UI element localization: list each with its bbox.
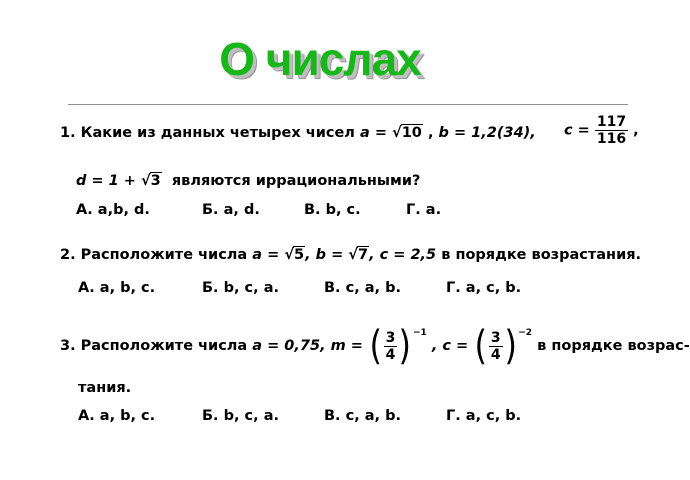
q2-b-sqrt-sign: √ xyxy=(348,247,358,263)
q1-lead: 1. Какие из данных четырех чисел xyxy=(60,125,355,141)
q2-answer-b[interactable]: Б. b, c, a. xyxy=(202,280,279,296)
q1-answer-c[interactable]: В. b, c. xyxy=(304,202,361,218)
q3-c-power: ( $\frac{3}{4}$ ) $^{-2}$ xyxy=(474,323,533,369)
q1-sep-1: , xyxy=(427,125,434,141)
q3-tail: в порядке возрас- xyxy=(537,338,690,354)
q3-answer-b[interactable]: Б. b, c, a. xyxy=(202,408,279,424)
q3-lead: 3. Расположите числа xyxy=(60,338,248,354)
q1-answer-d[interactable]: Г. a. xyxy=(406,202,442,218)
q1-b-eq: b = 1,2(34), xyxy=(438,125,536,141)
question-2-line xyxy=(60,246,641,263)
question-3-line-2: тания. xyxy=(78,380,132,396)
q2-a-radicand: 5 xyxy=(294,247,305,263)
q2-b-radicand: 7 xyxy=(357,247,369,263)
q3-m-power: ( $\frac{3}{4}$ ) $^{-1}$ xyxy=(369,323,427,369)
q3-answer-a[interactable]: А. a, b, c. xyxy=(78,408,156,424)
q2-answer-d[interactable]: Г. a, c, b. xyxy=(446,280,522,296)
q1-answer-b[interactable]: Б. a, d. xyxy=(202,202,260,218)
q1-d-sqrt-sign: √ xyxy=(140,173,151,189)
q3-c-exponent: −2 xyxy=(518,328,533,338)
question-1-line-1 xyxy=(60,124,536,141)
q1-c-numerator: 117 xyxy=(596,114,627,130)
q3-c-denominator: 4 xyxy=(490,346,501,363)
q3-answer-c[interactable]: В. c, a, b. xyxy=(324,408,401,424)
title-divider xyxy=(68,104,628,105)
q1-sep-2: , xyxy=(633,122,639,139)
q1-c-fraction xyxy=(595,114,628,147)
q2-a-sqrt-sign: √ xyxy=(284,247,294,263)
q1-c-denominator: 116 xyxy=(596,131,627,147)
q1-d-eq: d = 1 + xyxy=(76,173,136,189)
q2-answer-a[interactable]: А. a, b, c. xyxy=(78,280,156,296)
q3-c-eq: , c = xyxy=(431,338,469,354)
q1-a-eq: a = xyxy=(360,125,387,141)
page-title: О числах xyxy=(219,33,421,85)
q1-d-radicand: 3 xyxy=(150,173,161,189)
q3-c-numerator: 3 xyxy=(490,329,501,346)
q2-answer-c[interactable]: В. c, a, b. xyxy=(324,280,401,296)
q2-lead: 2. Расположите числа xyxy=(60,247,248,263)
q1-c-eq: c = xyxy=(564,122,590,139)
q1-tail: являются иррациональными? xyxy=(171,173,421,189)
q3-c-fraction xyxy=(489,330,503,363)
q3-m-exponent: −1 xyxy=(412,328,427,338)
q1-answer-a[interactable]: А. a,b, d. xyxy=(76,202,150,218)
q3-answer-d[interactable]: Г. a, c, b. xyxy=(446,408,522,424)
question-3-line-1 xyxy=(60,323,690,369)
q2-tail: в порядке возрастания. xyxy=(441,247,642,263)
q1-c-value xyxy=(564,114,639,147)
q3-m-fraction xyxy=(384,330,398,363)
q2-b-eq: , b = xyxy=(305,247,344,263)
question-1-line-2 xyxy=(76,172,420,189)
q3-m-numerator: 3 xyxy=(385,329,396,346)
q1-a-sqrt-sign: √ xyxy=(392,125,402,141)
q1-a-radicand: 10 xyxy=(401,125,422,141)
q3-a-eq: a = 0,75, m = xyxy=(252,338,363,354)
q2-a-eq: a = xyxy=(252,247,280,263)
q2-c-eq: , c = 2,5 xyxy=(369,247,437,263)
q3-m-denominator: 4 xyxy=(385,346,396,363)
